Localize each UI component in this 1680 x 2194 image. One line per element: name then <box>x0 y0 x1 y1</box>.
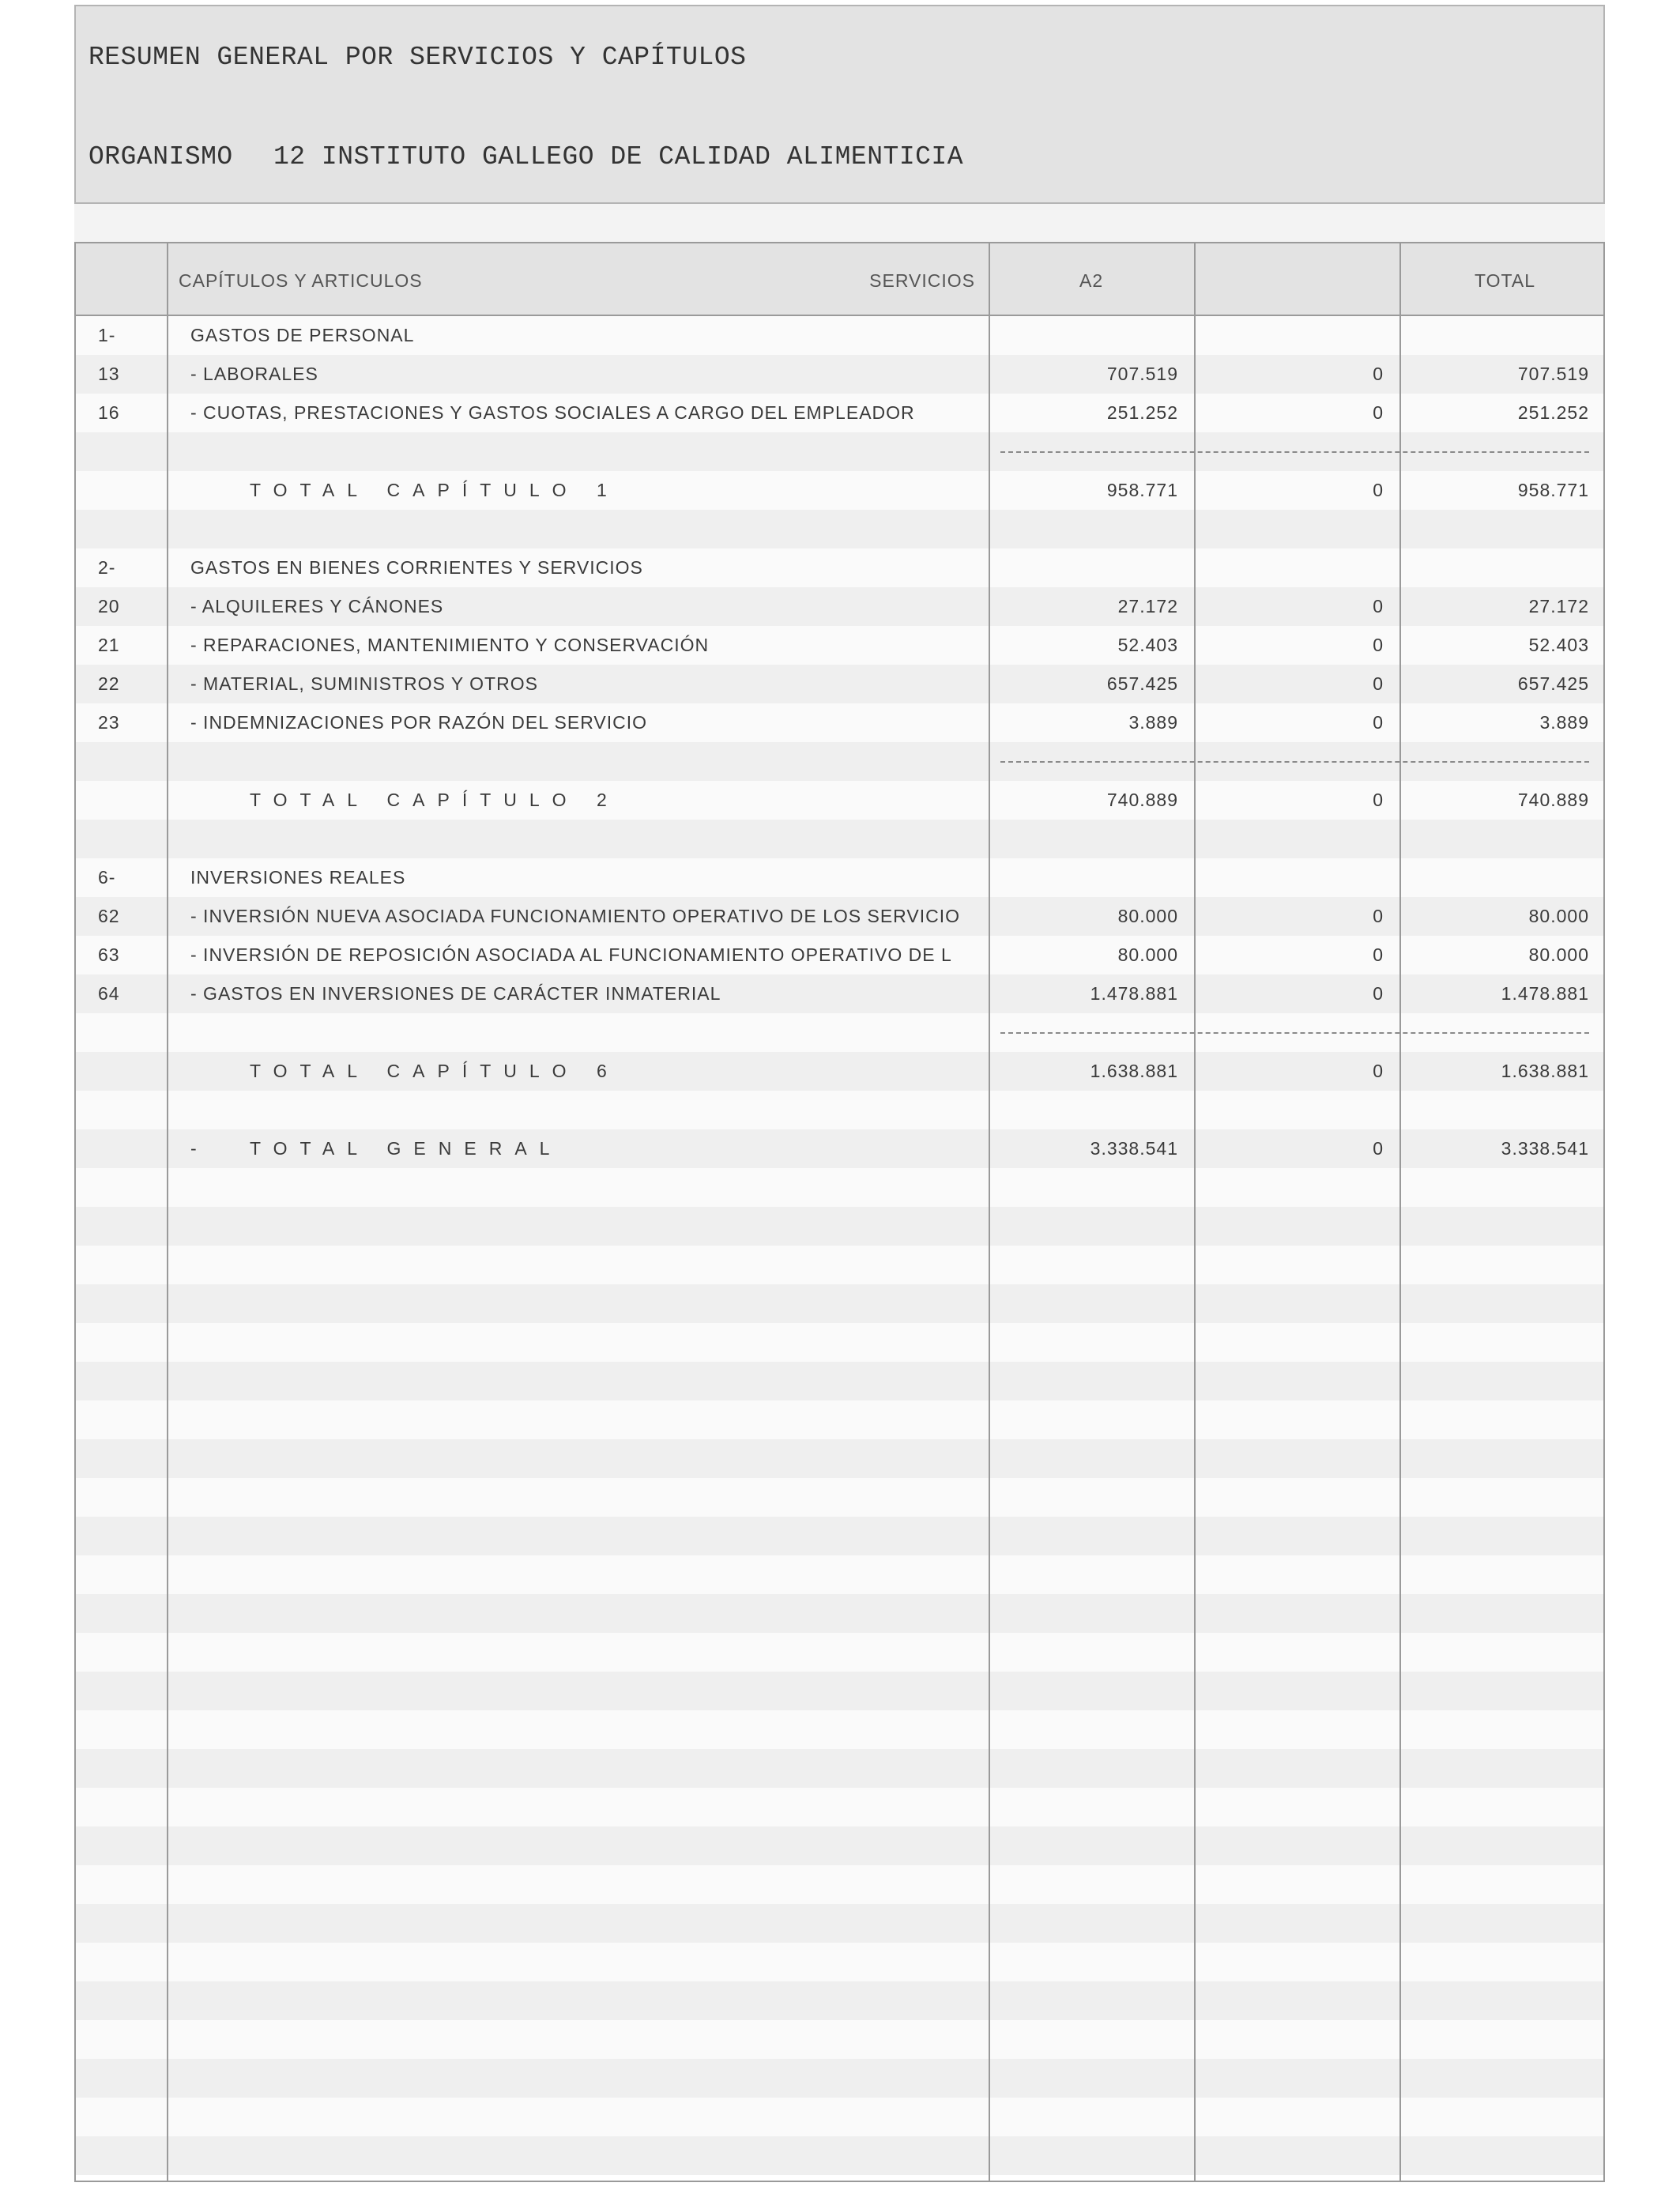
table-stripe <box>76 2020 1603 2059</box>
row-secondary-value: 0 <box>1373 983 1384 1004</box>
row-total-value: 1.638.881 <box>1501 1061 1589 1081</box>
row-code: 6- <box>98 867 116 888</box>
row-total-value: 80.000 <box>1528 944 1589 965</box>
table-row-total <box>76 781 1603 820</box>
table-row-item <box>76 974 1603 1013</box>
row-a2-value: 251.252 <box>1106 402 1178 423</box>
table-row-chapter <box>76 858 1603 897</box>
column-header-capitulos: CAPÍTULOS Y ARTICULOS <box>179 270 423 291</box>
row-description: - GASTOS EN INVERSIONES DE CARÁCTER INMATERIAL <box>190 983 721 1004</box>
table-row-grand <box>76 1129 1603 1168</box>
row-code: 63 <box>98 944 120 965</box>
table-stripe <box>76 1478 1603 1517</box>
summary-table <box>74 242 1605 2182</box>
row-a2-value: 3.889 <box>1128 712 1178 733</box>
table-stripe <box>76 1555 1603 1594</box>
row-secondary-value: 0 <box>1373 790 1384 810</box>
table-stripe <box>76 1672 1603 1710</box>
row-code: 13 <box>98 364 120 384</box>
table-row-chapter <box>76 316 1603 355</box>
table-stripe <box>76 1246 1603 1284</box>
row-description: - MATERIAL, SUMINISTROS Y OTROS <box>190 673 538 694</box>
row-secondary-value: 0 <box>1373 480 1384 500</box>
table-stripe <box>76 1362 1603 1400</box>
table-stripe <box>76 1749 1603 1788</box>
row-a2-value: 80.000 <box>1117 944 1178 965</box>
subtotal-dashed-rule <box>1000 451 1589 453</box>
organismo-label: ORGANISMO <box>89 142 233 172</box>
row-description: INVERSIONES REALES <box>190 867 406 888</box>
column-header-a2: A2 <box>1079 270 1104 291</box>
row-code: 16 <box>98 402 120 423</box>
row-a2-value: 52.403 <box>1117 635 1178 655</box>
row-total-value: 52.403 <box>1528 635 1589 655</box>
report-header <box>74 5 1605 204</box>
table-stripe <box>76 2136 1603 2175</box>
row-code: 20 <box>98 596 120 616</box>
table-stripe <box>76 1439 1603 1478</box>
row-code: 23 <box>98 712 120 733</box>
row-secondary-value: 0 <box>1373 402 1384 423</box>
grand-total-label: TOTAL GENERAL <box>250 1138 563 1159</box>
table-stripe <box>76 1633 1603 1672</box>
table-stripe <box>76 1400 1603 1439</box>
table-row-item <box>76 897 1603 936</box>
row-secondary-value: 0 <box>1373 712 1384 733</box>
table-stripe <box>76 1594 1603 1633</box>
row-a2-value: 740.889 <box>1106 790 1178 810</box>
table-stripe <box>76 1865 1603 1904</box>
subtotal-dashed-rule <box>1000 1032 1589 1034</box>
table-row-dash <box>76 742 1603 781</box>
row-description: - INDEMNIZACIONES POR RAZÓN DEL SERVICIO <box>190 712 648 733</box>
row-secondary-value: 0 <box>1373 673 1384 694</box>
row-secondary-value: 0 <box>1373 635 1384 655</box>
row-secondary-value: 0 <box>1373 596 1384 616</box>
total-label: TOTAL CAPÍTULO 1 <box>250 480 620 500</box>
row-a2-value: 958.771 <box>1106 480 1178 500</box>
row-a2-value: 3.338.541 <box>1090 1138 1178 1159</box>
row-description: GASTOS EN BIENES CORRIENTES Y SERVICIOS <box>190 557 643 578</box>
row-total-value: 3.889 <box>1539 712 1589 733</box>
row-a2-value: 1.638.881 <box>1090 1061 1178 1081</box>
table-stripe <box>76 1826 1603 1865</box>
row-a2-value: 27.172 <box>1117 596 1178 616</box>
row-description: GASTOS DE PERSONAL <box>190 325 415 345</box>
column-header-servicios: SERVICIOS <box>869 270 975 291</box>
subtotal-dashed-rule <box>1000 761 1589 763</box>
row-total-value: 3.338.541 <box>1501 1138 1589 1159</box>
row-code: 64 <box>98 983 120 1004</box>
row-total-value: 27.172 <box>1528 596 1589 616</box>
total-label: TOTAL CAPÍTULO 2 <box>250 790 620 810</box>
table-stripe <box>76 2098 1603 2136</box>
row-secondary-value: 0 <box>1373 1061 1384 1081</box>
header-separator-band <box>74 204 1605 242</box>
column-header-total: TOTAL <box>1475 270 1535 291</box>
organismo-value: 12 INSTITUTO GALLEGO DE CALIDAD ALIMENTICIA <box>273 142 964 172</box>
table-stripe <box>76 1981 1603 2020</box>
table-row-item <box>76 587 1603 626</box>
row-code: 62 <box>98 906 120 926</box>
table-row-chapter <box>76 548 1603 587</box>
table-row-dash <box>76 432 1603 471</box>
table-stripe <box>76 1788 1603 1826</box>
row-code: 21 <box>98 635 120 655</box>
row-description: - CUOTAS, PRESTACIONES Y GASTOS SOCIALES A CARGO DEL EMPLEADOR <box>190 402 915 423</box>
table-row-item <box>76 936 1603 974</box>
row-a2-value: 1.478.881 <box>1090 983 1178 1004</box>
row-description: - REPARACIONES, MANTENIMIENTO Y CONSERVACIÓN <box>190 635 710 655</box>
table-row-blank <box>76 1091 1603 1129</box>
row-total-value: 1.478.881 <box>1501 983 1589 1004</box>
row-total-value: 251.252 <box>1517 402 1589 423</box>
row-total-value: 740.889 <box>1517 790 1589 810</box>
row-description: - INVERSIÓN NUEVA ASOCIADA FUNCIONAMIENTO OPERATIVO DE LOS SERVICIO <box>190 906 960 926</box>
row-description: - ALQUILERES Y CÁNONES <box>190 596 444 616</box>
row-secondary-value: 0 <box>1373 944 1384 965</box>
row-a2-value: 657.425 <box>1106 673 1178 694</box>
row-a2-value: 80.000 <box>1117 906 1178 926</box>
table-stripe <box>76 1904 1603 1943</box>
table-stripe <box>76 1517 1603 1555</box>
row-secondary-value: 0 <box>1373 1138 1384 1159</box>
table-row-item <box>76 665 1603 703</box>
row-secondary-value: 0 <box>1373 364 1384 384</box>
table-row-item <box>76 703 1603 742</box>
table-column-header <box>76 243 1603 316</box>
row-total-value: 657.425 <box>1517 673 1589 694</box>
table-row-blank <box>76 510 1603 548</box>
row-total-value: 958.771 <box>1517 480 1589 500</box>
row-description: - INVERSIÓN DE REPOSICIÓN ASOCIADA AL FUNCIONAMIENTO OPERATIVO DE L <box>190 944 952 965</box>
row-secondary-value: 0 <box>1373 906 1384 926</box>
row-code: 22 <box>98 673 120 694</box>
table-row-item <box>76 355 1603 394</box>
table-stripe <box>76 1207 1603 1246</box>
table-row-blank <box>76 820 1603 858</box>
row-a2-value: 707.519 <box>1106 364 1178 384</box>
total-label: TOTAL CAPÍTULO 6 <box>250 1061 620 1081</box>
table-stripe <box>76 2059 1603 2098</box>
table-stripe <box>76 1710 1603 1749</box>
row-description: - LABORALES <box>190 364 318 384</box>
row-total-value: 80.000 <box>1528 906 1589 926</box>
row-code: 1- <box>98 325 116 345</box>
table-row-total <box>76 471 1603 510</box>
table-stripe <box>76 1943 1603 1981</box>
table-row-total <box>76 1052 1603 1091</box>
table-stripe <box>76 1284 1603 1323</box>
grand-total-prefix: - <box>190 1138 198 1159</box>
report-title: RESUMEN GENERAL POR SERVICIOS Y CAPÍTULOS <box>89 43 747 72</box>
table-row-item <box>76 626 1603 665</box>
table-stripe <box>76 1323 1603 1362</box>
table-row-item <box>76 394 1603 432</box>
row-code: 2- <box>98 557 116 578</box>
table-row-dash <box>76 1013 1603 1052</box>
table-stripe <box>76 1168 1603 1207</box>
row-total-value: 707.519 <box>1517 364 1589 384</box>
